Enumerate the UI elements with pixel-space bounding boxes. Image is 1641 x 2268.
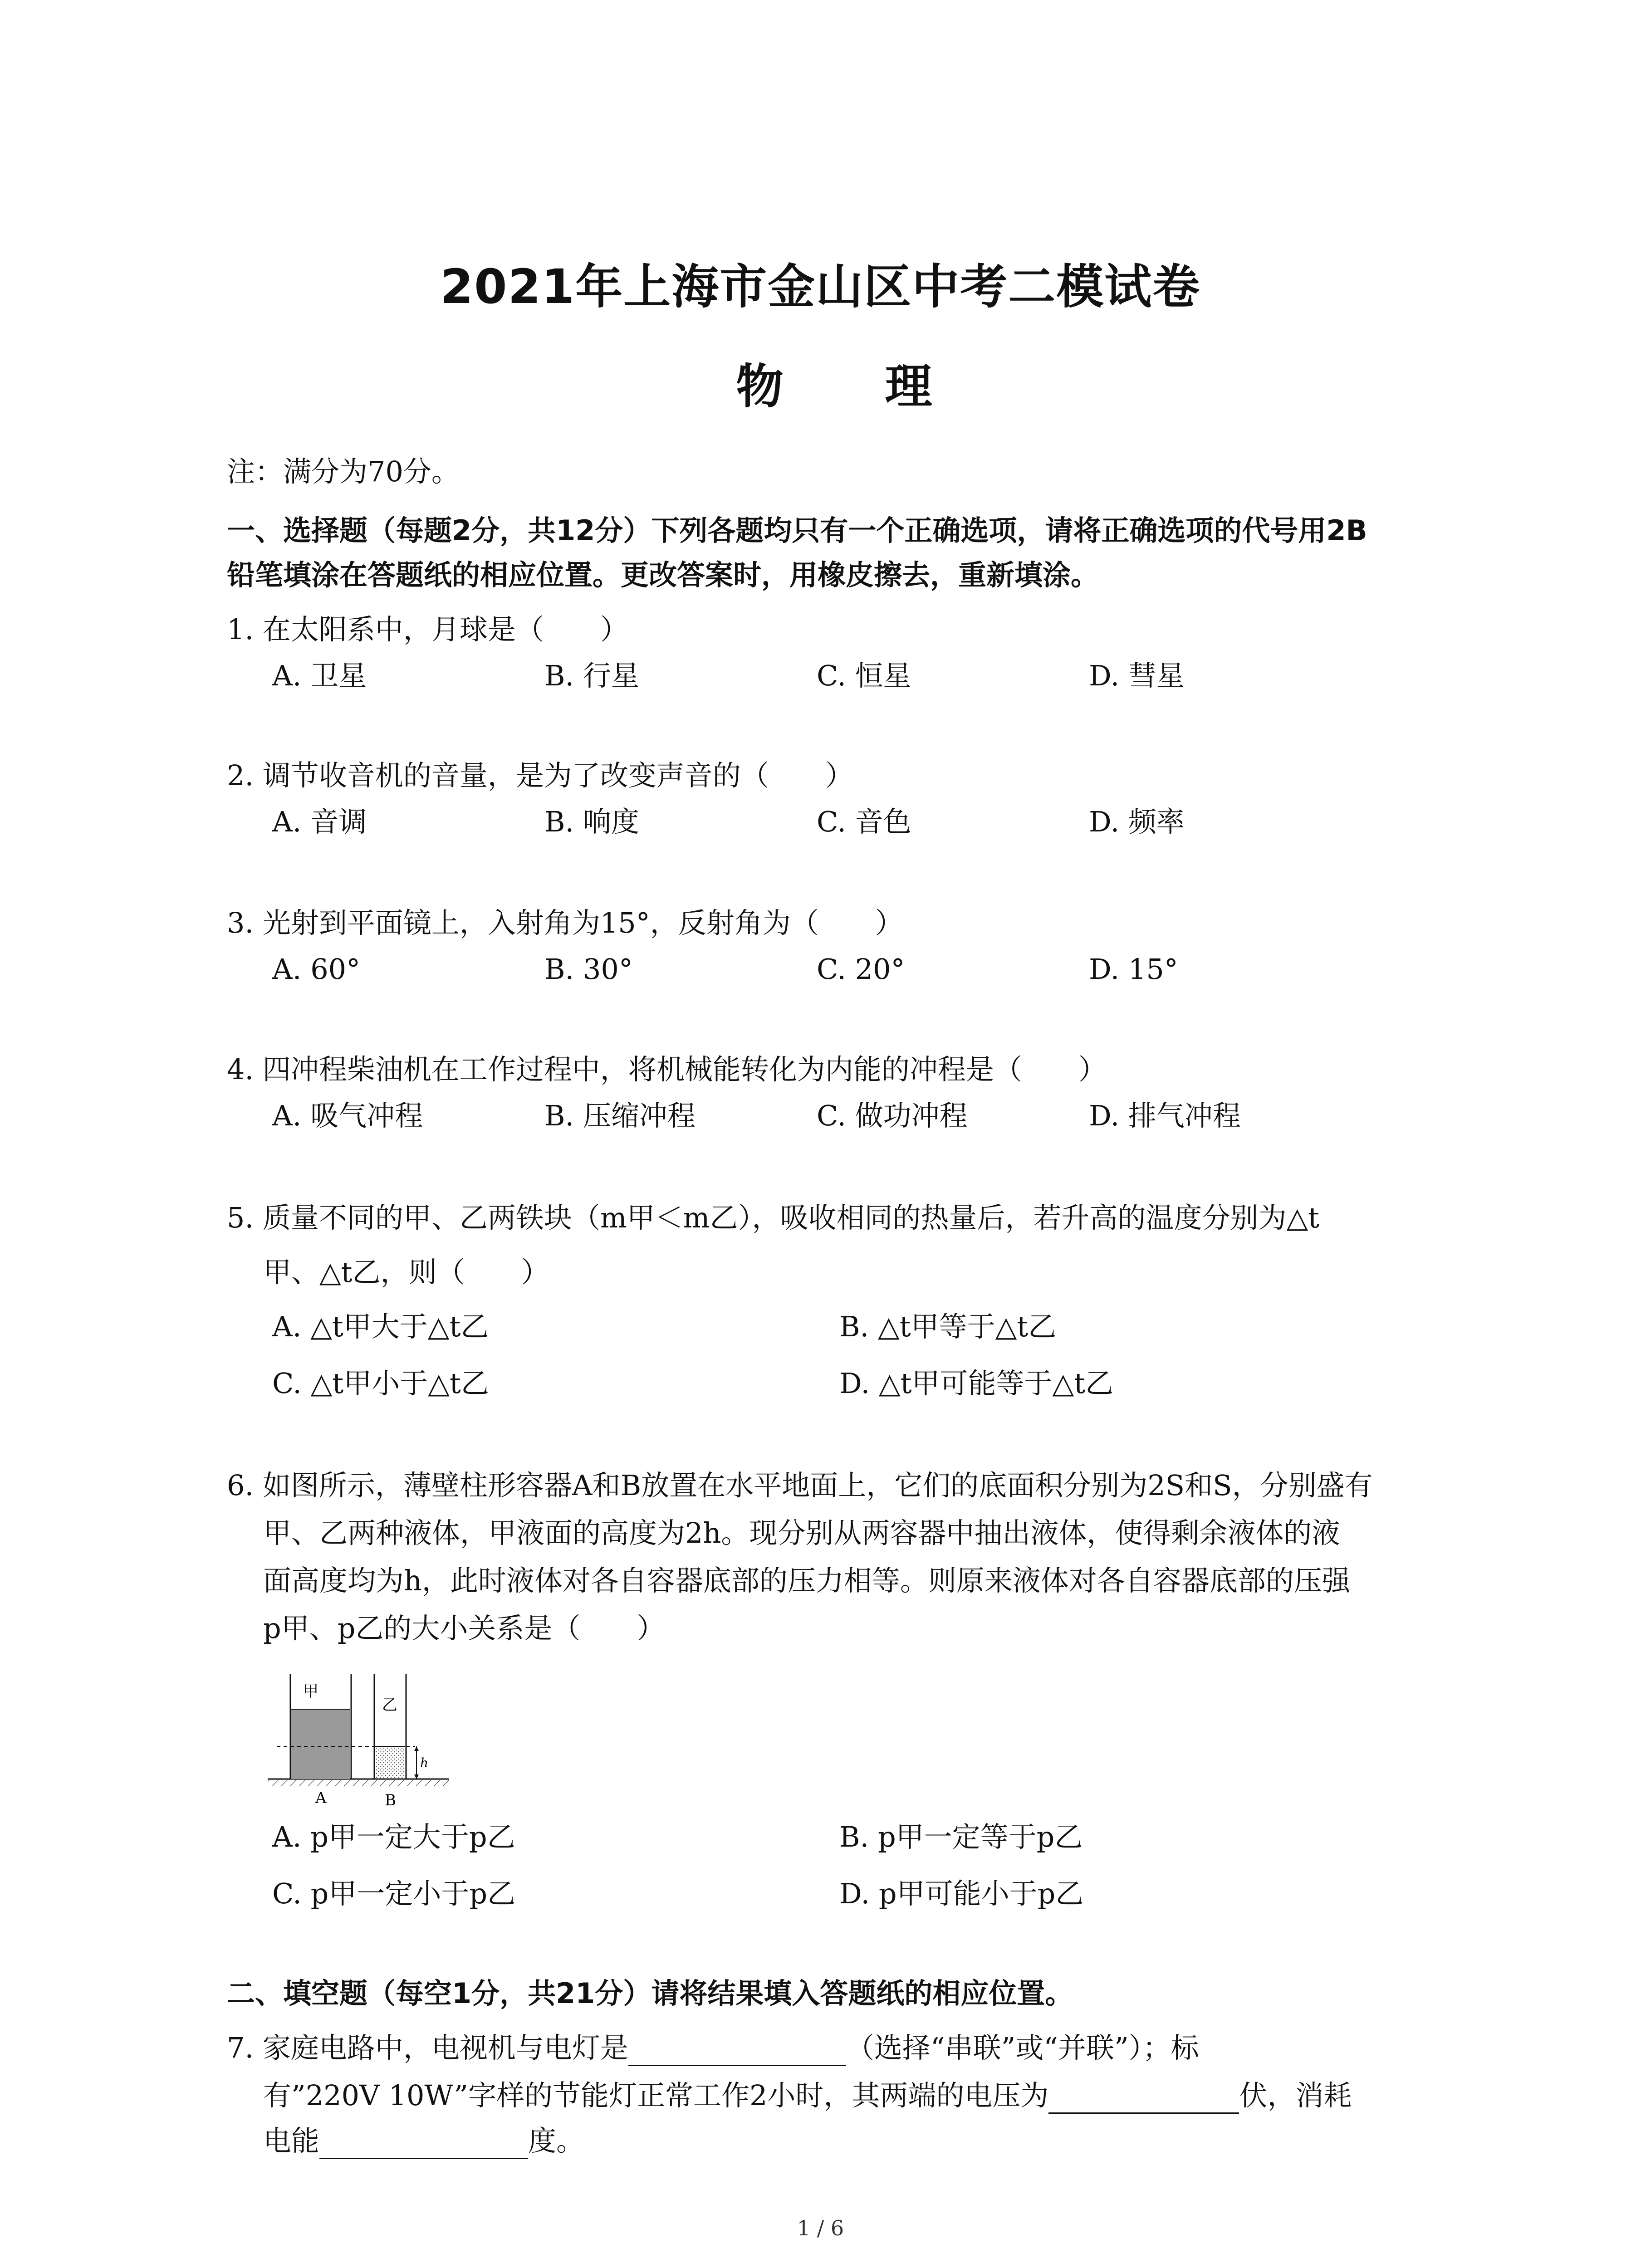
height-label: h bbox=[420, 1755, 429, 1770]
question-6-stem-line3: 面高度均为h，此时液体对各自容器底部的压力相等。则原来液体对各自容器底部的压强 bbox=[263, 1564, 1350, 1597]
liquid-b-label: 乙 bbox=[382, 1696, 397, 1714]
question-7-line3-text-b: 度。 bbox=[528, 2124, 585, 2157]
question-6-stem-line1: 6. 如图所示，薄壁柱形容器A和B放置在水平地面上，它们的底面积分别为2S和S，分别盛有 bbox=[227, 1469, 1373, 1502]
question-3-stem: 3. 光射到平面镜上，入射角为15°，反射角为（ ） bbox=[227, 906, 903, 939]
section1-heading-line1: 一、选择题（每题2分，共12分）下列各题均只有一个正确选项，请将正确选项的代号用2B bbox=[227, 514, 1367, 547]
question-7-line3 bbox=[263, 2123, 584, 2159]
question-2-option-c: C. 音色 bbox=[817, 805, 911, 838]
question-6-stem-line2: 甲、乙两种液体，甲液面的高度为2h。现分别从两容器中抽出液体，使得剩余液体的液 bbox=[263, 1516, 1340, 1549]
question-1-option-c: C. 恒星 bbox=[817, 659, 911, 692]
question-5-stem-line2: 甲、△t乙，则（ ） bbox=[263, 1256, 549, 1289]
height-arrow-top bbox=[414, 1746, 419, 1751]
question-5-option-a: A. △t甲大于△t乙 bbox=[272, 1310, 489, 1343]
question-4-option-a: A. 吸气冲程 bbox=[272, 1099, 423, 1132]
question-3-option-a: A. 60° bbox=[272, 953, 361, 986]
container-a-label: A bbox=[315, 1789, 327, 1807]
question-4-option-c: C. 做功冲程 bbox=[817, 1099, 968, 1132]
liquid-a-fill bbox=[291, 1709, 350, 1779]
question-4-option-b: B. 压缩冲程 bbox=[544, 1099, 696, 1132]
subject-title: 物 理 bbox=[736, 359, 960, 414]
question-7-line1 bbox=[227, 2030, 1199, 2066]
question-6-option-a: A. p甲一定大于p乙 bbox=[272, 1820, 515, 1853]
question-6-stem-line4: p甲、p乙的大小关系是（ ） bbox=[263, 1612, 665, 1645]
liquid-a-label: 甲 bbox=[303, 1682, 318, 1701]
question-7-line2-text-a: 有”220V 10W”字样的节能灯正常工作2小时，其两端的电压为 bbox=[263, 2079, 1049, 2112]
question-7-blank-3[interactable] bbox=[319, 2129, 528, 2159]
question-7-line1-text-b: （选择“串联”或“并联”）；标 bbox=[846, 2031, 1199, 2064]
question-7-line2-text-b: 伏，消耗 bbox=[1239, 2079, 1352, 2112]
question-2-stem: 2. 调节收音机的音量，是为了改变声音的（ ） bbox=[227, 759, 853, 792]
question-6-option-b: B. p甲一定等于p乙 bbox=[839, 1820, 1083, 1853]
question-1-option-b: B. 行星 bbox=[544, 659, 639, 692]
question-5-stem-line1: 5. 质量不同的甲、乙两铁块（m甲＜m乙），吸收相同的热量后，若升高的温度分别为△t bbox=[227, 1201, 1320, 1234]
question-2-option-d: D. 频率 bbox=[1089, 805, 1185, 838]
question-5-option-c: C. △t甲小于△t乙 bbox=[272, 1367, 489, 1400]
question-2-option-b: B. 响度 bbox=[544, 805, 639, 838]
exam-title: 2021年上海市金山区中考二模试卷 bbox=[440, 259, 1201, 314]
question-1-option-a: A. 卫星 bbox=[272, 659, 367, 692]
question-6-option-d: D. p甲可能小于p乙 bbox=[839, 1877, 1084, 1910]
question-6-option-c: C. p甲一定小于p乙 bbox=[272, 1877, 516, 1910]
full-score-note: 注：满分为70分。 bbox=[227, 455, 460, 488]
ground-hatch bbox=[268, 1780, 449, 1786]
question-7-blank-2[interactable] bbox=[1048, 2083, 1239, 2114]
question-4-stem: 4. 四冲程柴油机在工作过程中，将机械能转化为内能的冲程是（ ） bbox=[227, 1053, 1107, 1086]
question-4-option-d: D. 排气冲程 bbox=[1089, 1099, 1241, 1132]
question-7-line3-text-a: 电能 bbox=[263, 2124, 320, 2157]
liquid-b-fill bbox=[375, 1746, 405, 1779]
question-3-option-b: B. 30° bbox=[544, 953, 633, 986]
question-1-option-d: D. 彗星 bbox=[1089, 659, 1185, 692]
question-3-option-d: D. 15° bbox=[1089, 953, 1178, 986]
section2-heading: 二、填空题（每空1分，共21分）请将结果填入答题纸的相应位置。 bbox=[227, 1977, 1073, 2010]
question-2-option-a: A. 音调 bbox=[272, 805, 367, 838]
question-5-option-d: D. △t甲可能等于△t乙 bbox=[839, 1367, 1114, 1400]
containers-figure bbox=[263, 1660, 454, 1810]
section1-heading-line2: 铅笔填涂在答题纸的相应位置。更改答案时，用橡皮擦去，重新填涂。 bbox=[227, 558, 1099, 591]
question-1-stem: 1. 在太阳系中，月球是（ ） bbox=[227, 613, 628, 646]
question-7-line1-text-a: 7. 家庭电路中，电视机与电灯是 bbox=[227, 2031, 628, 2064]
question-7-line2 bbox=[263, 2077, 1352, 2114]
container-b-label: B bbox=[385, 1791, 396, 1809]
question-7-blank-1[interactable] bbox=[628, 2036, 846, 2066]
question-5-option-b: B. △t甲等于△t乙 bbox=[839, 1310, 1057, 1343]
page-number: 1 / 6 bbox=[797, 2216, 844, 2240]
question-3-option-c: C. 20° bbox=[817, 953, 905, 986]
